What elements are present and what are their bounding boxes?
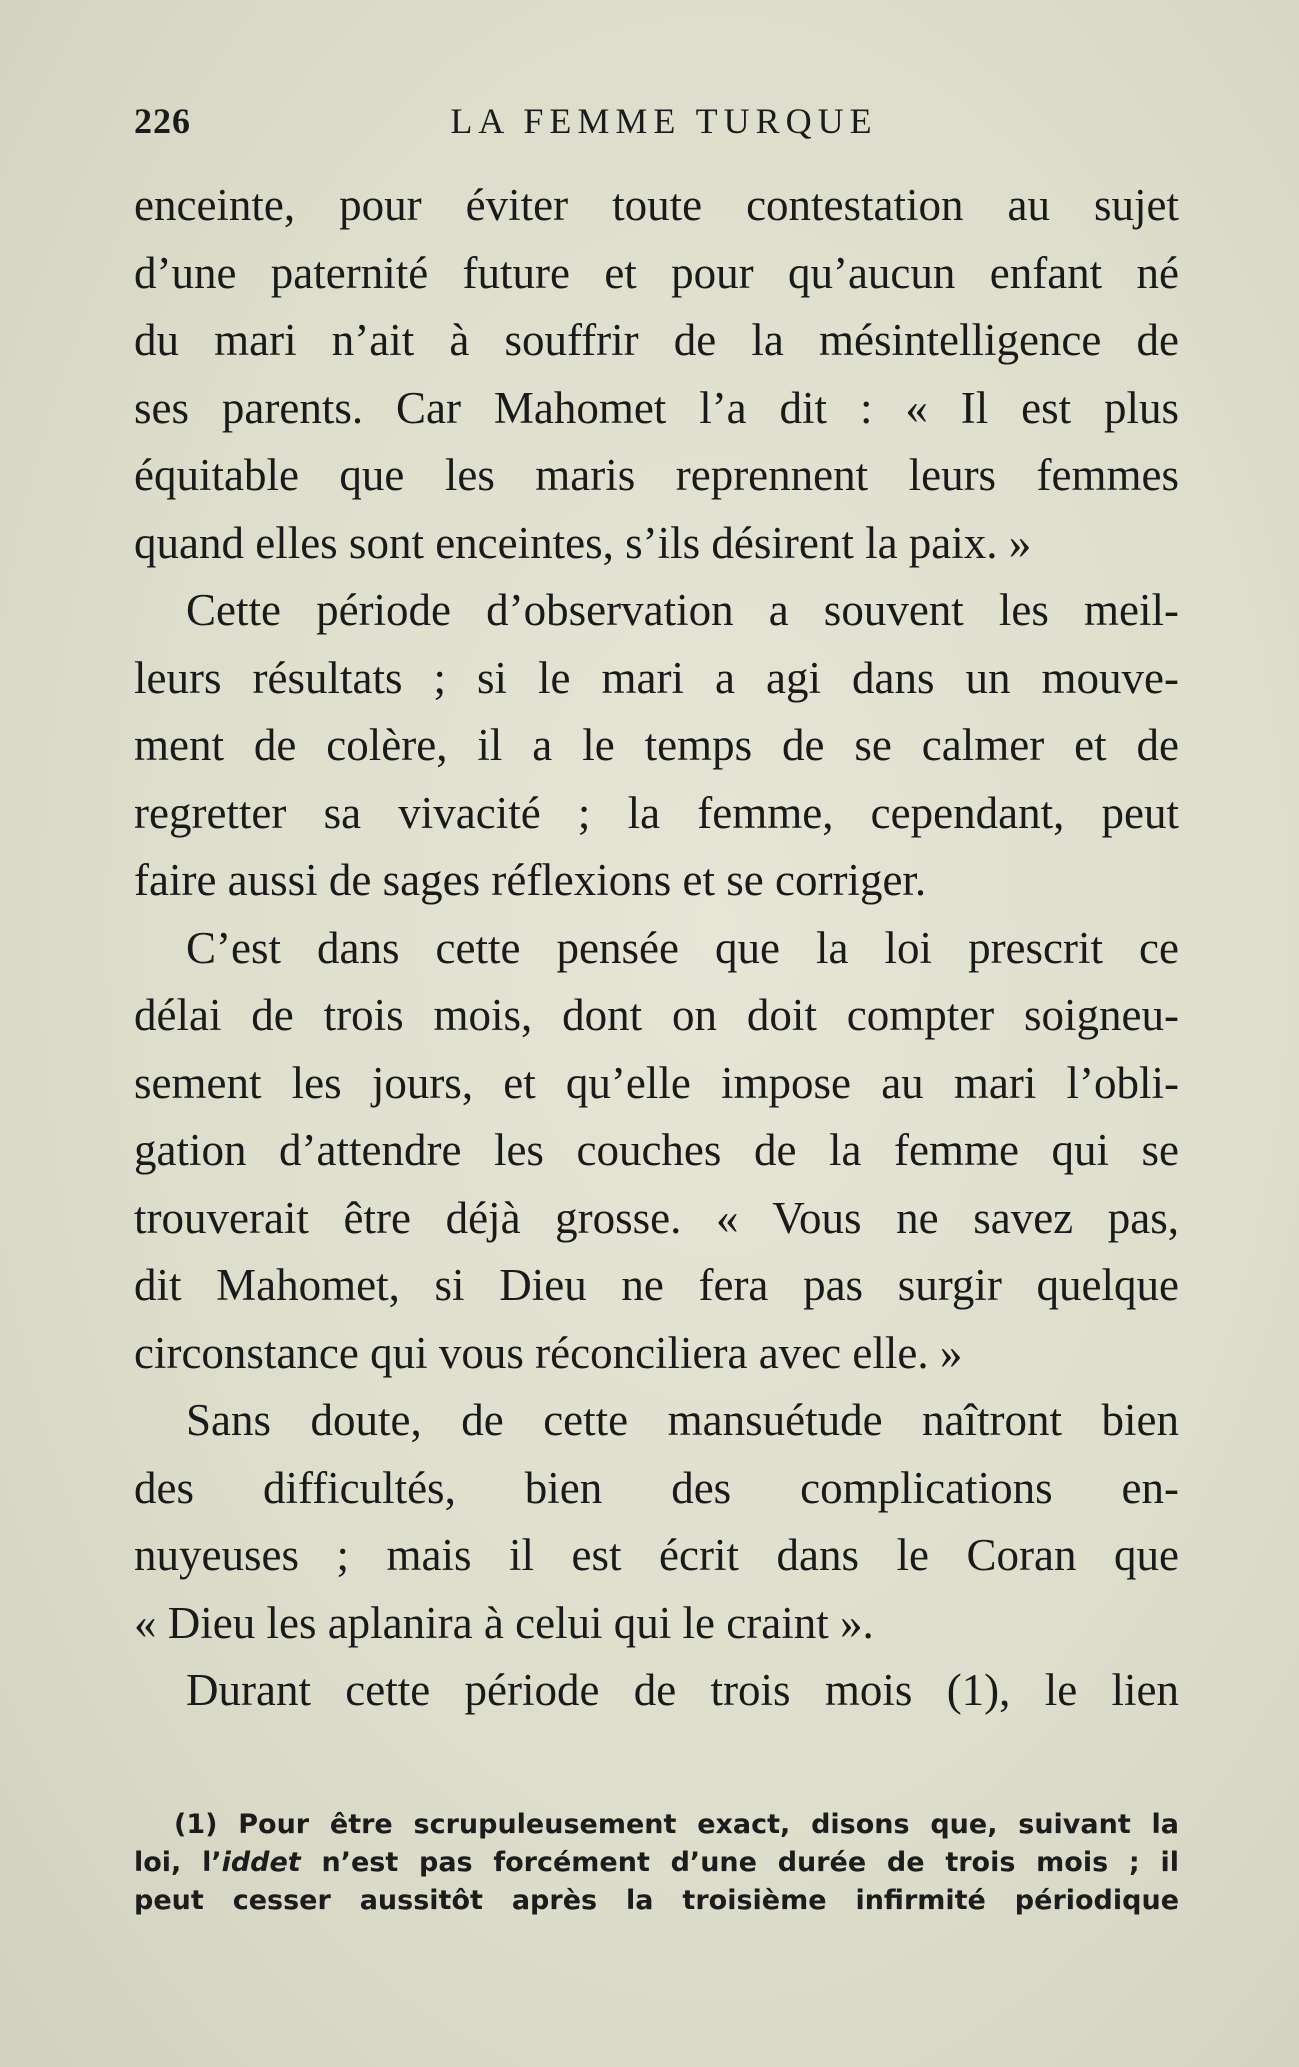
paragraph-start: Cette période d’observation a souvent les meil-: [186, 585, 1179, 635]
footnote-line: (1) Pour être scrupuleusement exact, disons que, suivant la: [174, 1809, 1179, 1840]
text-line: dit Mahomet, si Dieu ne fera pas surgir quelque: [134, 1260, 1179, 1310]
text-line: gation d’attendre les couches de la femme qui se: [134, 1125, 1179, 1175]
footnote-line: peut cesser aussitôt après la troisième infirmité périodique: [134, 1885, 1179, 1916]
text-line: délai de trois mois, dont on doit compter soigneu-: [134, 990, 1179, 1040]
paragraph-start: Sans doute, de cette mansuétude naîtront bien: [186, 1395, 1179, 1445]
footnote-text: loi, l’: [134, 1847, 222, 1878]
text-line: ses parents. Car Mahomet l’a dit : « Il est plus: [134, 382, 1179, 433]
page-number: 226: [134, 101, 191, 141]
text-line: équitable que les maris reprennent leurs femmes: [134, 450, 1179, 500]
text-line: faire aussi de sages réflexions et se corriger.: [134, 855, 927, 905]
footnote: [134, 1806, 1179, 1920]
text-line: leurs résultats ; si le mari a agi dans un mouve-: [134, 652, 1179, 703]
text-line: des difficultés, bien des complications en-: [134, 1462, 1179, 1513]
text-line: nuyeuses ; mais il est écrit dans le Coran que: [134, 1530, 1179, 1580]
text-line: sement les jours, et qu’elle impose au mari l’obli-: [134, 1057, 1179, 1108]
paragraph-start: C’est dans cette pensée que la loi prescrit ce: [186, 922, 1179, 973]
text-line: quand elles sont enceintes, s’ils désirent la paix. »: [134, 517, 1032, 568]
text-line: « Dieu les aplanira à celui qui le craint ».: [134, 1597, 874, 1648]
body-text: [134, 172, 1179, 1725]
text-line: ment de colère, il a le temps de se calmer et de: [134, 720, 1179, 770]
text-line: circonstance qui vous réconciliera avec elle. »: [134, 1327, 963, 1378]
page-header: [134, 100, 1179, 150]
paragraph-start: Durant cette période de trois mois (1), le lien: [186, 1665, 1179, 1715]
text-line: regretter sa vivacité ; la femme, cependant, peut: [134, 787, 1179, 838]
text-line: enceinte, pour éviter toute contestation au sujet: [134, 180, 1179, 230]
footnote-text: n’est pas forcément d’une durée de trois mois ; il: [300, 1847, 1179, 1878]
text-line: du mari n’ait à souffrir de la mésintelligence de: [134, 315, 1179, 365]
footnote-line: [134, 1844, 1179, 1882]
text-line: trouverait être déjà grosse. « Vous ne savez pas,: [134, 1192, 1179, 1243]
running-title: LA FEMME TURQUE: [450, 101, 878, 141]
footnote-term: iddet: [221, 1847, 301, 1878]
text-line: d’une paternité future et pour qu’aucun enfant né: [134, 247, 1179, 298]
